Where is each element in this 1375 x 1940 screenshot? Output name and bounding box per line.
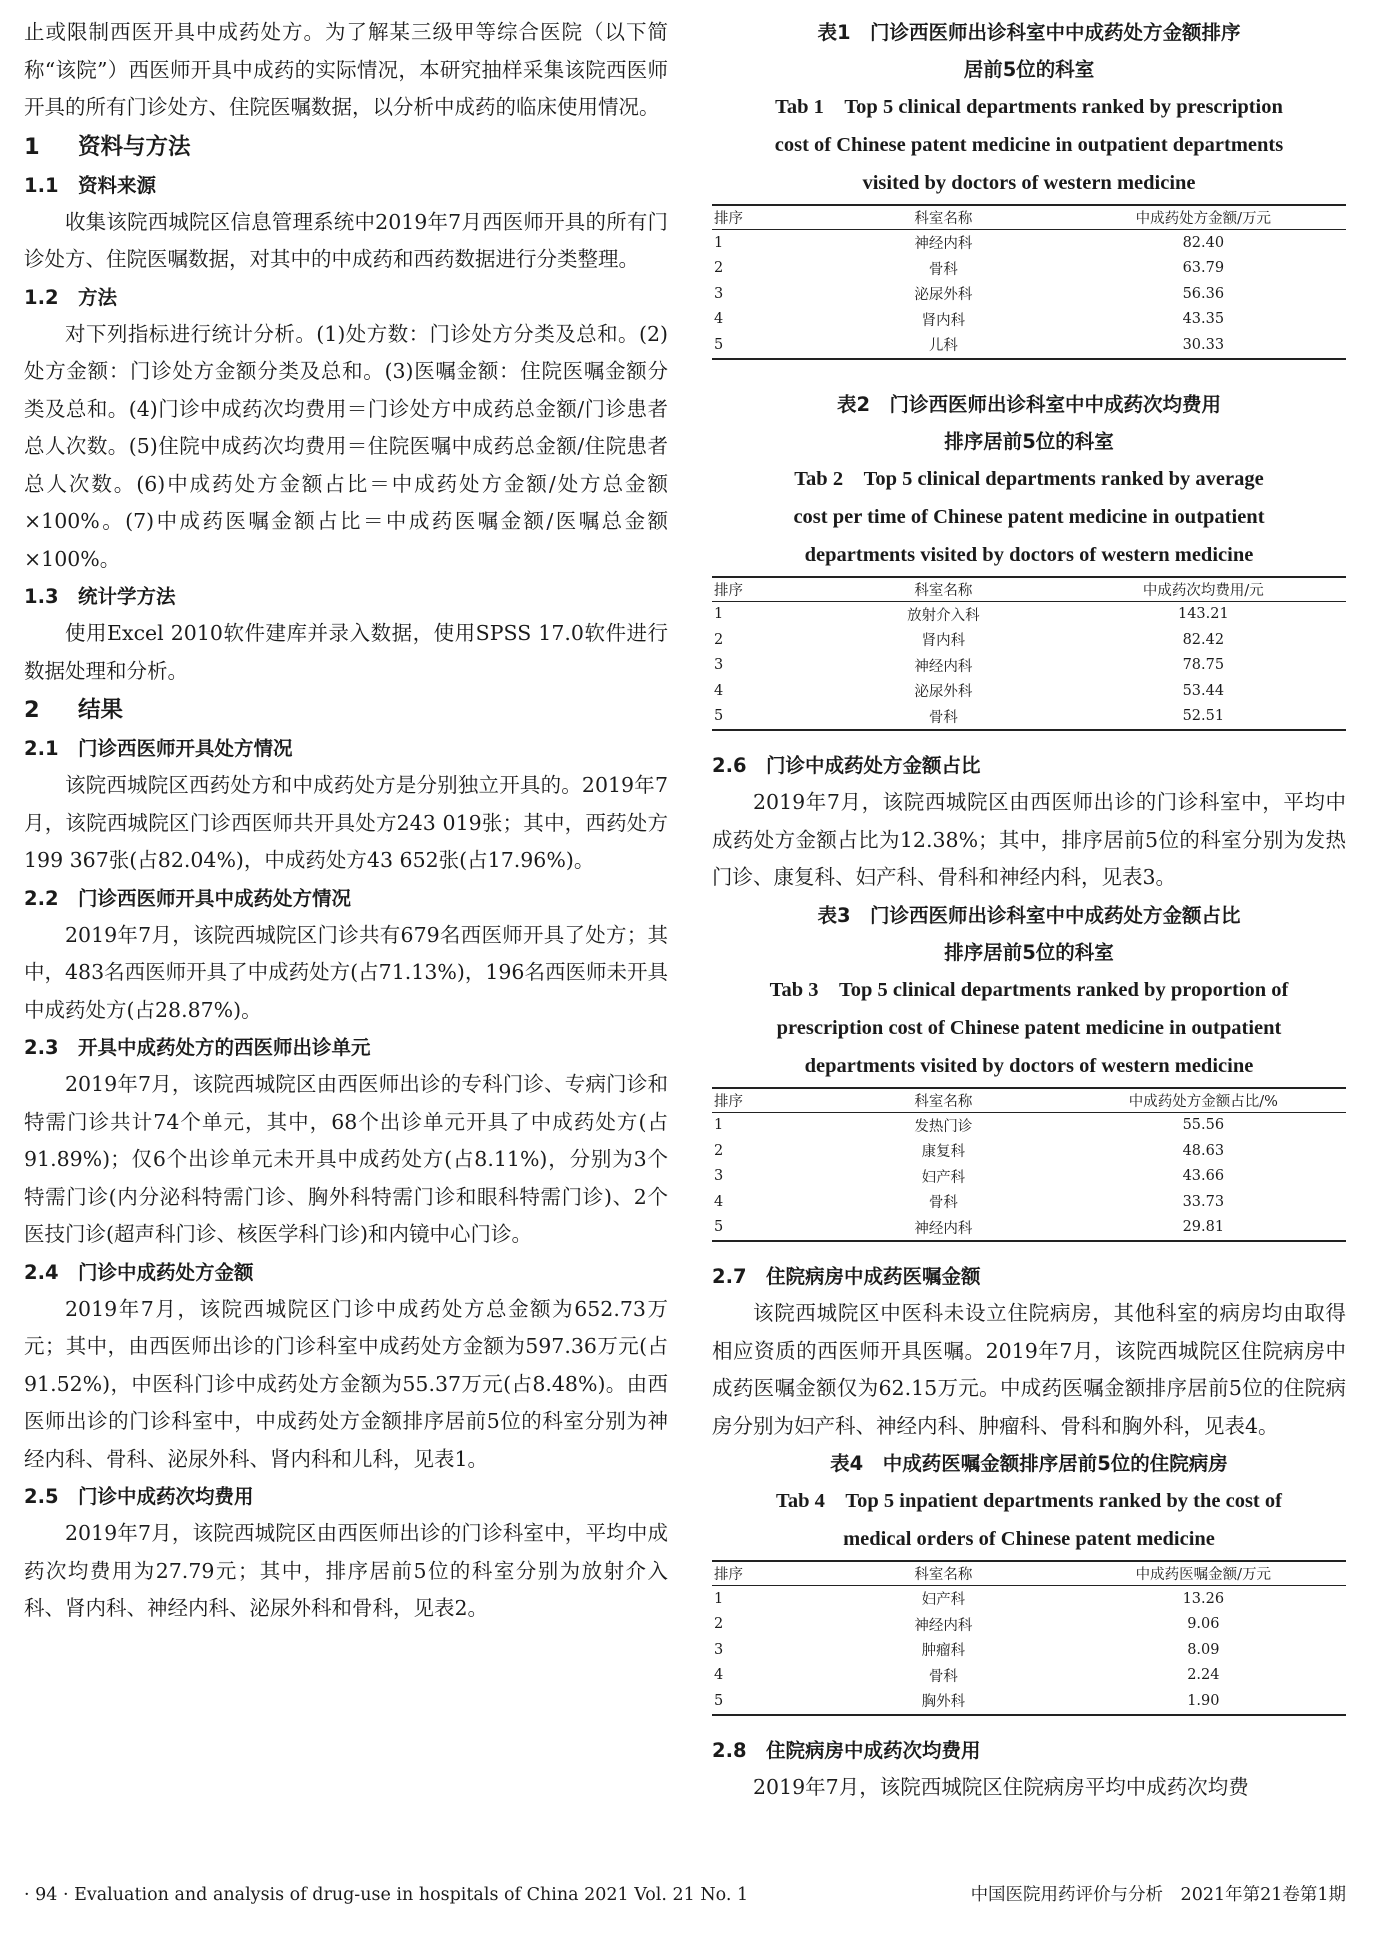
value-cell: 82.42: [1182, 631, 1225, 648]
value-cell: 48.63: [1182, 1142, 1225, 1159]
table-caption-zh: 表1 门诊西医师出诊科室中中成药处方金额排序: [817, 21, 1241, 44]
value-cell: 82.40: [1182, 234, 1225, 251]
department-cell: 妇产科: [921, 1592, 966, 1609]
rank-cell: 1: [714, 1590, 724, 1607]
department-cell: 骨科: [928, 1668, 958, 1685]
table-caption-zh: 表4 中成药医嘱金额排序居前5位的住院病房: [830, 1452, 1228, 1475]
table-caption-en: departments visited by doctors of western medicine: [804, 1054, 1254, 1077]
rank-cell: 5: [712, 1688, 826, 1715]
rank-cell: 3: [714, 1641, 724, 1658]
rank-cell: 1: [714, 234, 724, 251]
department-cell: 骨科: [928, 261, 958, 278]
subsection-heading-2-3: 2.3 开具中成药处方的西医师出诊单元: [24, 1036, 371, 1059]
table-row: [712, 1612, 1346, 1638]
data-table: [712, 204, 1346, 360]
table-row: [712, 281, 1346, 307]
value-cell: 52.51: [1061, 704, 1346, 731]
table-row: [712, 1586, 1346, 1612]
table-header-row: [712, 577, 1346, 602]
subsection-heading-2-1: 2.1 门诊西医师开具处方情况: [24, 737, 293, 760]
department-cell: 神经内科: [914, 1617, 973, 1634]
subsection-heading-2-4: 2.4 门诊中成药处方金额: [24, 1260, 254, 1284]
subsection-heading-2-8: 2.8 住院病房中成药次均费用: [712, 1738, 981, 1762]
table-4: [712, 1445, 1346, 1716]
subsection-heading-2-5: 2.5 门诊中成药次均费用: [24, 1485, 254, 1508]
department-cell: 妇产科: [921, 1169, 966, 1186]
table-caption-zh: 表3 门诊西医师出诊科室中中成药处方金额占比: [817, 903, 1241, 927]
section-heading-1: 1 资料与方法: [24, 133, 191, 160]
table-2: [712, 386, 1346, 732]
rank-cell: 4: [714, 311, 724, 328]
table-row: [712, 627, 1346, 653]
department-cell: 骨科: [826, 704, 1061, 731]
table-caption-en: Tab 1 Top 5 clinical departments ranked by prescription: [775, 96, 1283, 118]
rank-cell: 4: [714, 1667, 724, 1684]
table-caption-en: Tab 2 Top 5 clinical departments ranked by average: [794, 467, 1264, 490]
page-footer: [24, 1880, 1346, 1910]
subsection-heading-1-1: 1.1 资料来源: [24, 173, 157, 197]
value-cell: 143.21: [1177, 606, 1229, 623]
department-cell: 泌尿外科: [914, 684, 973, 701]
value-cell: 53.44: [1182, 682, 1225, 699]
table-row: [712, 1663, 1346, 1689]
rank-cell: 1: [714, 606, 724, 623]
intro-paragraph: 止或限制西医开具中成药处方。为了解某三级甲等综合医院（以下简称“该院”）西医师开具中成药的实际情况，本研究抽样采集该院西医师开具的所有门诊处方、住院医嘱数据，以分析中成药的临床使用情况。: [24, 20, 668, 119]
subsection-heading-1-2: 1.2 方法: [24, 285, 118, 309]
paragraph-2-6: 2019年7月，该院西城院区由西医师出诊的门诊科室中，平均中成药处方金额占比为12.38%；其中，排序居前5位的科室分别为发热门诊、康复科、妇产科、骨科和神经内科，见表3。: [712, 790, 1346, 889]
rank-cell: 5: [712, 1215, 826, 1242]
table-row: [712, 332, 1346, 359]
table-caption-zh: 排序居前5位的科室: [944, 429, 1114, 453]
rank-cell: 3: [714, 285, 724, 302]
table-caption-en: cost per time of Chinese patent medicine in outpatient: [793, 505, 1265, 528]
rank-cell: 5: [712, 332, 826, 359]
rank-cell: 4: [714, 1193, 724, 1210]
table-row: [712, 678, 1346, 704]
rank-cell: 1: [714, 1117, 724, 1134]
table-caption-zh: 表2 门诊西医师出诊科室中中成药次均费用: [836, 392, 1222, 416]
value-cell: 9.06: [1187, 1616, 1220, 1633]
department-cell: 神经内科: [826, 1215, 1061, 1242]
value-cell: 55.56: [1182, 1117, 1225, 1134]
rank-cell: 2: [714, 631, 724, 648]
paragraph-2-7: 该院西城院区中医科未设立住院病房，其他科室的病房均由取得相应资质的西医师开具医嘱。2019年7月，该院西城院区住院病房中成药医嘱金额仅为62.15万元。中成药医嘱金额排序居前5位的住院病房分别为妇产科、神经内科、肿瘤科、骨科和胸外科，见表4。: [712, 1301, 1346, 1438]
paragraph-2-8: 2019年7月，该院西城院区住院病房平均中成药次均费: [753, 1774, 1249, 1799]
department-cell: 放射介入科: [907, 607, 980, 624]
column-header: 排序: [712, 577, 826, 602]
table-caption-en: medical orders of Chinese patent medicine: [843, 1528, 1215, 1550]
subsection-heading-2-2: 2.2 门诊西医师开具中成药处方情况: [24, 886, 352, 910]
paragraph-2-3: 2019年7月，该院西城院区由西医师出诊的专科门诊、专病门诊和特需门诊共计74个单元，其中，68个出诊单元开具了中成药处方(占91.89%)；仅6个出诊单元未开具中成药处方(占8.11%)，分别为3个特需门诊(内分泌科特需门诊、胸外科特需门诊和眼科特需门诊)、2个医技门诊(超声科门诊、核医学科门诊)和内镜中心门诊。: [24, 1072, 668, 1246]
paragraph-2-2: 2019年7月，该院西城院区门诊共有679名西医师开具了处方；其中，483名西医师开具了中成药处方(占71.13%)，196名西医师未开具中成药处方(占28.87%)。: [24, 922, 668, 1022]
value-cell: 13.26: [1182, 1590, 1225, 1607]
value-cell: 43.66: [1182, 1168, 1225, 1185]
table-header-row: [712, 1088, 1346, 1113]
table-row: [712, 1688, 1346, 1715]
department-cell: 神经内科: [914, 658, 973, 675]
column-header: 排序: [712, 1561, 826, 1586]
value-cell: 78.75: [1182, 657, 1225, 674]
spacer: [712, 1716, 1346, 1732]
value-cell: 30.33: [1061, 332, 1346, 359]
department-cell: 发热门诊: [914, 1118, 973, 1135]
value-cell: 33.73: [1182, 1193, 1225, 1210]
value-cell: 2.24: [1187, 1667, 1220, 1684]
spacer: [712, 1242, 1346, 1258]
table-caption-en: departments visited by doctors of western medicine: [804, 543, 1254, 566]
rank-cell: 2: [714, 260, 724, 277]
department-cell: 泌尿外科: [914, 287, 973, 304]
column-header: 中成药处方金额占比/%: [1061, 1088, 1346, 1113]
table-row: [712, 1138, 1346, 1164]
rank-cell: 2: [714, 1142, 724, 1159]
table-row: [712, 230, 1346, 256]
rank-cell: 4: [714, 682, 724, 699]
paragraph-2-5: 2019年7月，该院西城院区由西医师出诊的门诊科室中，平均中成药次均费用为27.79元；其中，排序居前5位的科室分别为放射介入科、肾内科、神经内科、泌尿外科和骨科，见表2。: [24, 1521, 668, 1620]
right-column: [712, 14, 1346, 1806]
column-header: 排序: [712, 205, 826, 230]
value-cell: 43.35: [1182, 311, 1225, 328]
table-3: [712, 897, 1346, 1243]
department-cell: 胸外科: [826, 1688, 1061, 1715]
department-cell: 肾内科: [921, 312, 966, 329]
column-header: 科室名称: [826, 205, 1061, 230]
table-caption-en: Tab 3 Top 5 clinical departments ranked by proportion of: [769, 978, 1289, 1001]
column-header: 中成药医嘱金额/万元: [1061, 1561, 1346, 1586]
value-cell: 56.36: [1182, 285, 1225, 302]
table-row: [712, 256, 1346, 282]
paragraph-2-4: 2019年7月，该院西城院区门诊中成药处方总金额为652.73万元；其中，由西医师出诊的门诊科室中成药处方金额为597.36万元(占91.52%)，中医科门诊中成药处方金额为55.37万元(占8.48%)。由西医师出诊的门诊科室中，中成药处方金额排序居前5位的科室分别为神经内科、骨科、泌尿外科、肾内科和儿科，见表1。: [24, 1296, 668, 1471]
table-row: [712, 307, 1346, 333]
data-table: [712, 1087, 1346, 1243]
table-row: [712, 1189, 1346, 1215]
left-column: [24, 14, 668, 1628]
table-row: [712, 653, 1346, 679]
subsection-heading-1-3: 1.3 统计学方法: [24, 585, 176, 608]
column-header: 科室名称: [826, 577, 1061, 602]
paragraph-1-2: 对下列指标进行统计分析。(1)处方数：门诊处方分类及总和。(2)处方金额：门诊处方金额分类及总和。(3)医嘱金额：住院医嘱金额分类及总和。(4)门诊中成药次均费用＝门诊处方中成药总金额/门诊患者总人次数。(5)住院中成药次均费用＝住院医嘱中成药总金额/住院患者总人次数。(6)中成药处方金额占比＝中成药处方金额/处方总金额×100%。(7)中成药医嘱金额占比＝中成药医嘱金额/医嘱总金额×100%。: [24, 321, 668, 571]
table-row: [712, 601, 1346, 627]
rank-cell: 3: [714, 1168, 724, 1185]
table-caption-zh: 排序居前5位的科室: [944, 940, 1114, 964]
table-caption-en: cost of Chinese patent medicine in outpatient departments: [774, 134, 1284, 156]
table-1: [712, 14, 1346, 360]
value-cell: 63.79: [1182, 260, 1225, 277]
column-header: 中成药处方金额/万元: [1061, 205, 1346, 230]
table-caption-en: prescription cost of Chinese patent medicine in outpatient: [776, 1016, 1282, 1039]
table-row: [712, 1164, 1346, 1190]
column-header: 科室名称: [826, 1561, 1061, 1586]
department-cell: 康复科: [921, 1144, 966, 1161]
table-row: [712, 1215, 1346, 1242]
spacer: [712, 731, 1346, 747]
data-table: [712, 1560, 1346, 1716]
table-row: [712, 1637, 1346, 1663]
department-cell: 肾内科: [921, 633, 966, 650]
table-caption-en: visited by doctors of western medicine: [862, 172, 1196, 194]
subsection-heading-2-6: 2.6 门诊中成药处方金额占比: [712, 754, 981, 777]
footer-journal-en: · 94 · Evaluation and analysis of drug-use in hospitals of China 2021 Vol. 21 No. 1: [24, 1885, 749, 1905]
spacer: [712, 360, 1346, 386]
department-cell: 肿瘤科: [921, 1643, 966, 1660]
column-header: 科室名称: [826, 1088, 1061, 1113]
column-header: 中成药次均费用/元: [1061, 577, 1346, 602]
rank-cell: 3: [714, 657, 724, 674]
department-cell: 神经内科: [914, 236, 973, 253]
paragraph-2-1: 该院西城院区西药处方和中成药处方是分别独立开具的。2019年7月，该院西城院区门诊西医师共开具处方243 019张；其中，西药处方199 367张(占82.04%)，中成药处方43 652张(占17.96%)。: [24, 773, 668, 872]
department-cell: 儿科: [826, 332, 1061, 359]
table-caption-zh: 居前5位的科室: [963, 58, 1095, 81]
department-cell: 骨科: [928, 1195, 958, 1212]
paragraph-1-1: 收集该院西城院区信息管理系统中2019年7月西医师开具的所有门诊处方、住院医嘱数据，对其中的中成药和西药数据进行分类整理。: [24, 209, 668, 271]
section-heading-2: 2 结果: [24, 697, 124, 723]
table-row: [712, 1112, 1346, 1138]
table-header-row: [712, 1561, 1346, 1586]
column-header: 排序: [712, 1088, 826, 1113]
paragraph-1-3: 使用Excel 2010软件建库并录入数据，使用SPSS 17.0软件进行数据处理和分析。: [24, 621, 668, 683]
data-table: [712, 576, 1346, 732]
value-cell: 8.09: [1187, 1641, 1220, 1658]
table-row: [712, 704, 1346, 731]
subsection-heading-2-7: 2.7 住院病房中成药医嘱金额: [712, 1265, 981, 1288]
value-cell: 1.90: [1061, 1688, 1346, 1715]
table-caption-en: Tab 4 Top 5 inpatient departments ranked by the cost of: [776, 1490, 1282, 1512]
rank-cell: 5: [712, 704, 826, 731]
footer-journal-zh: 中国医院用药评价与分析 2021年第21卷第1期: [970, 1885, 1346, 1905]
rank-cell: 2: [714, 1616, 724, 1633]
value-cell: 29.81: [1061, 1215, 1346, 1242]
table-header-row: [712, 205, 1346, 230]
